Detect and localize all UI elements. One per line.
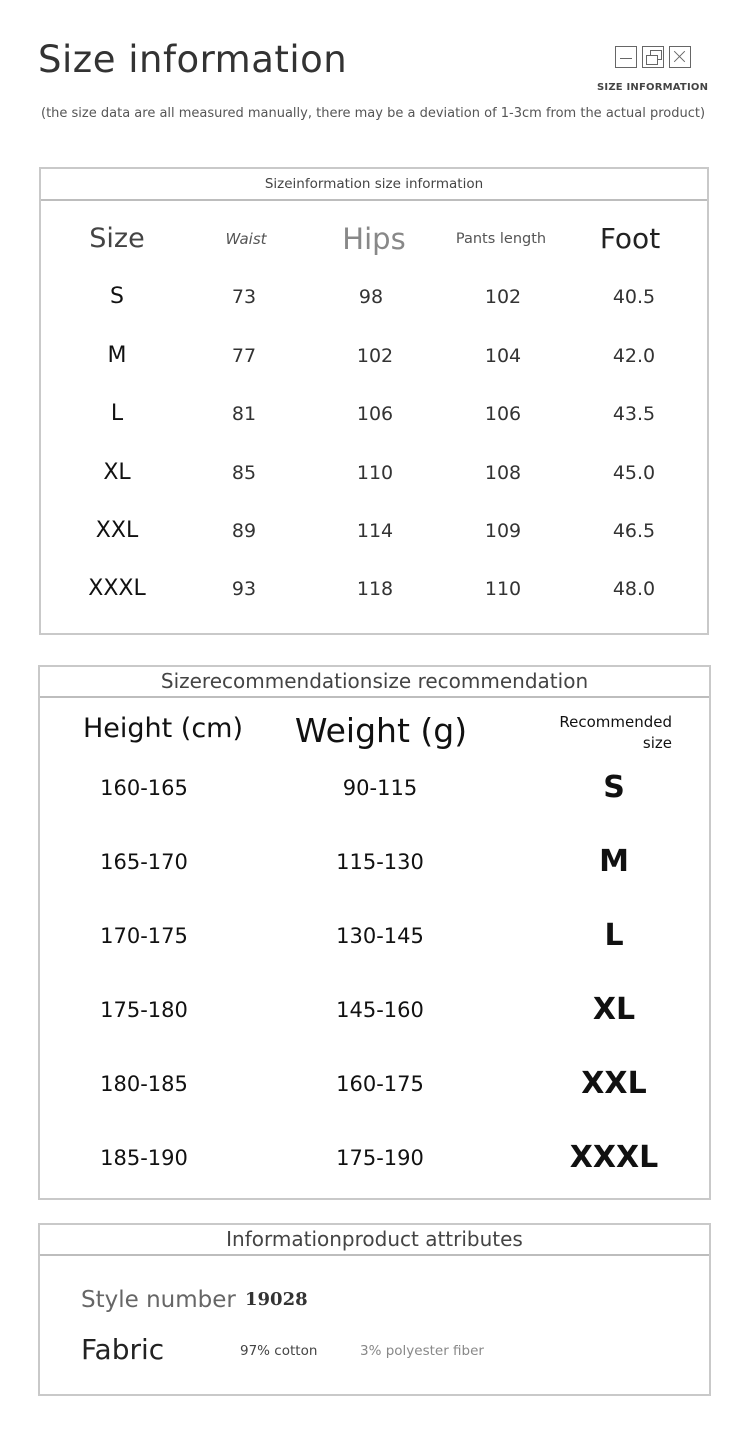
height-cell: 165-170 [100,850,188,874]
fabric-label: Fabric [81,1333,165,1366]
pants-length-cell: 108 [484,462,522,484]
size-table-header-row [41,219,707,259]
hips-cell: 102 [356,345,394,367]
recommend-table-heading: Sizerecommendationsize recommendation [40,667,709,698]
pants-length-cell: 110 [484,578,522,600]
waist-cell: 89 [231,520,257,542]
page-title: Size information [38,38,348,81]
table-row [41,453,707,493]
column-header-size: Size [89,223,145,254]
size-recommendation-table [38,665,711,1200]
product-attributes-box [38,1223,711,1396]
restore-icon [642,46,664,68]
size-table-heading: Sizeinformation size information [41,169,707,201]
waist-cell: 81 [231,403,257,425]
style-number-label: Style number [81,1287,236,1313]
height-cell: 180-185 [100,1072,188,1096]
weight-cell: 130-145 [336,924,424,948]
column-header-height: Height (cm) [82,713,244,744]
waist-cell: 73 [231,286,257,308]
height-cell: 160-165 [100,776,188,800]
table-row [41,277,707,317]
weight-cell: 175-190 [336,1146,424,1170]
foot-cell: 42.0 [612,345,656,367]
pants-length-cell: 102 [484,286,522,308]
recommended-size-cell: XXL [581,1066,647,1101]
size-cell: L [110,401,124,426]
fabric-cotton: 97% cotton [240,1343,318,1359]
foot-cell: 48.0 [612,578,656,600]
table-row [41,394,707,434]
measurement-note: (the size data are all measured manually, there may be a deviation of 1-3cm from the actual product) [41,106,706,121]
hips-cell: 118 [356,578,394,600]
hips-cell: 114 [356,520,394,542]
pants-length-cell: 104 [484,345,522,367]
minimize-icon [615,46,637,68]
weight-cell: 115-130 [336,850,424,874]
close-icon [669,46,691,68]
size-cell: XL [103,460,131,485]
attributes-heading: Informationproduct attributes [40,1225,709,1256]
weight-cell: 145-160 [336,998,424,1022]
column-header-waist: Waist [225,230,267,248]
size-cell: XXL [95,518,139,543]
hips-cell: 106 [356,403,394,425]
table-row [41,569,707,609]
window-label: SIZE INFORMATION [597,82,709,93]
recommended-size-cell: L [604,918,624,953]
table-row [41,336,707,376]
pants-length-cell: 109 [484,520,522,542]
waist-cell: 85 [231,462,257,484]
size-cell: S [110,284,124,309]
style-number-value: 19028 [245,1289,308,1310]
size-information-table [39,167,709,635]
waist-cell: 77 [231,345,257,367]
column-header-hips: Hips [342,222,406,256]
height-cell: 175-180 [100,998,188,1022]
recommended-size-cell: S [603,770,625,805]
pants-length-cell: 106 [484,403,522,425]
height-cell: 185-190 [100,1146,188,1170]
column-header-pants-length: Pants length [455,231,547,247]
weight-cell: 160-175 [336,1072,424,1096]
column-header-weight: Weight (g) [294,711,468,750]
weight-cell: 90-115 [342,776,418,800]
recommended-size-cell: XXXL [569,1140,659,1175]
foot-cell: 46.5 [612,520,656,542]
foot-cell: 43.5 [612,403,656,425]
height-cell: 170-175 [100,924,188,948]
foot-cell: 40.5 [612,286,656,308]
recommended-size-cell: XL [592,992,636,1027]
window-controls [615,46,691,68]
hips-cell: 110 [356,462,394,484]
size-cell: XXXL [88,576,146,601]
fabric-polyester: 3% polyester fiber [360,1343,484,1359]
waist-cell: 93 [231,578,257,600]
column-header-recommended-size: Recommended size [559,713,672,752]
table-row [41,511,707,551]
size-cell: M [107,343,127,368]
column-header-foot: Foot [599,222,661,255]
foot-cell: 45.0 [612,462,656,484]
recommended-size-cell: M [599,844,629,879]
hips-cell: 98 [358,286,384,308]
